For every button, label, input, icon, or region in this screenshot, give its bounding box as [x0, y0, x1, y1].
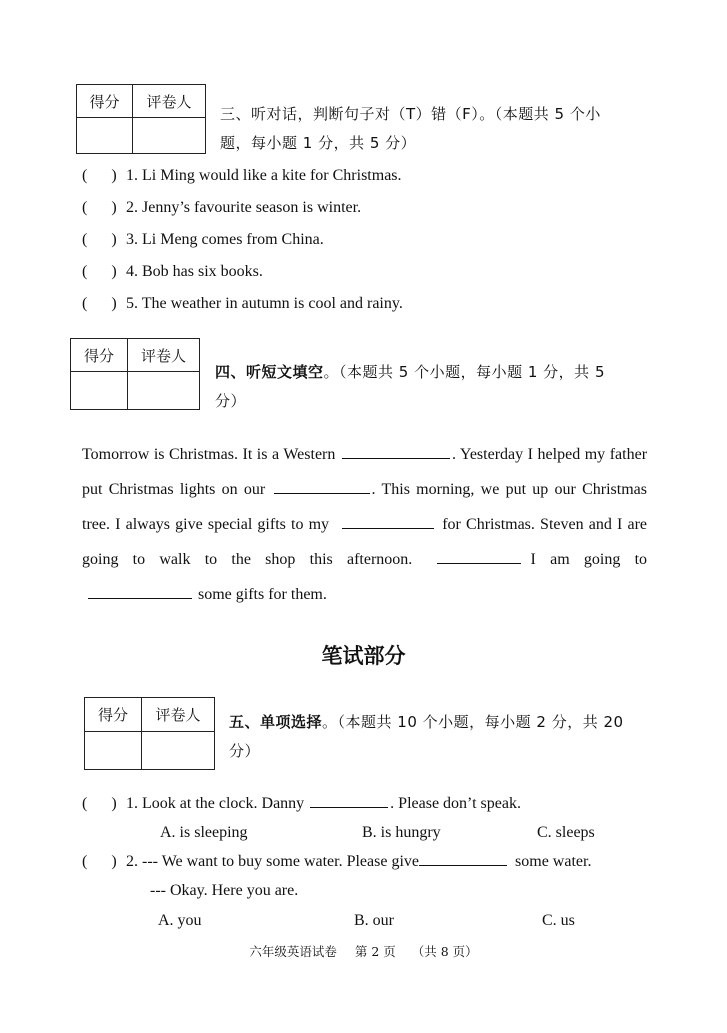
passage-text: some gifts for them. [198, 586, 327, 603]
tf-question-2 [82, 197, 361, 219]
question-text: Jenny’s favourite season is winter. [142, 199, 362, 216]
cloze-passage [82, 437, 647, 612]
option-b[interactable]: B. our [354, 912, 394, 929]
question-text: Li Meng comes from China. [142, 231, 324, 248]
grader-field[interactable] [128, 372, 199, 409]
tf-question-1 [82, 165, 402, 187]
answer-paren-open[interactable]: ( [82, 853, 88, 870]
blank-5[interactable] [88, 584, 192, 599]
passage-text: . Yesterday I helped my father put Christmas lights on our [82, 446, 648, 498]
section-5-heading-line2: 分） [229, 742, 261, 760]
option-a[interactable]: A. is sleeping [160, 824, 248, 841]
section-5-heading [229, 708, 624, 766]
score-field[interactable] [71, 372, 128, 409]
section-3-heading-line1: 三、听对话，判断句子对（T）错（F）。（本题共 5 个小 [220, 105, 601, 123]
grader-label: 评卷人 [128, 339, 199, 372]
mc-question-2 [82, 851, 591, 873]
footer-page: 第 2 页 [354, 944, 396, 959]
section-3-heading-line2: 题，每小题 1 分，共 5 分） [220, 134, 417, 152]
score-box-section-5 [84, 697, 215, 770]
option-b[interactable]: B. is hungry [362, 824, 441, 841]
answer-paren-close[interactable]: ) [111, 199, 117, 216]
question-number: 3. [126, 231, 138, 248]
passage-text: . This morning, we put up our Christmas tree. I always give special gifts to my [82, 481, 647, 533]
blank-1[interactable] [342, 444, 450, 459]
blank-4[interactable] [437, 549, 521, 564]
question-number: 2. [126, 853, 138, 870]
question-number: 5. [126, 295, 138, 312]
section-4-instructions: 。（本题共 5 个小题，每小题 1 分，共 5 [323, 363, 605, 381]
passage-text: Tomorrow is Christmas. It is a Western [82, 446, 336, 463]
option-a[interactable]: A. you [158, 912, 202, 929]
footer-grade: 六年级英语试卷 [249, 944, 337, 959]
answer-blank[interactable] [419, 851, 507, 866]
grader-label: 评卷人 [133, 85, 205, 118]
footer-total: （共 8 页） [411, 944, 478, 959]
answer-paren-close[interactable]: ) [111, 295, 117, 312]
section-3-heading [220, 100, 601, 158]
score-box-section-4 [70, 338, 200, 410]
question-text: The weather in autumn is cool and rainy. [141, 295, 403, 312]
score-label: 得分 [77, 85, 133, 118]
tf-question-5 [82, 293, 403, 315]
answer-paren-open[interactable]: ( [82, 199, 88, 216]
section-5-title: 五、单项选择 [229, 713, 323, 731]
answer-paren-open[interactable]: ( [82, 263, 88, 280]
answer-blank[interactable] [310, 793, 388, 808]
score-box-section-3 [76, 84, 206, 154]
section-5-instructions: 。（本题共 10 个小题，每小题 2 分，共 20 [322, 713, 624, 731]
answer-paren-close[interactable]: ) [111, 795, 117, 812]
score-field[interactable] [85, 732, 142, 769]
grader-field[interactable] [133, 118, 205, 153]
answer-paren-close[interactable]: ) [111, 167, 117, 184]
score-label: 得分 [85, 698, 142, 732]
dialogue-reply: --- Okay. Here you are. [150, 882, 299, 899]
section-4-heading [215, 358, 605, 416]
written-section-title: 笔试部分 [321, 644, 406, 668]
question-text: Bob has six books. [142, 263, 263, 280]
question-number: 4. [126, 263, 138, 280]
page-footer [0, 942, 727, 960]
score-field[interactable] [77, 118, 133, 153]
blank-3[interactable] [342, 514, 434, 529]
question-text: --- We want to buy some water. Please give [142, 853, 420, 870]
grader-field[interactable] [142, 732, 214, 769]
question-text: some water. [515, 853, 592, 870]
question-text: Look at the clock. Danny [142, 795, 305, 812]
tf-question-4 [82, 261, 263, 283]
question-number: 1. [126, 795, 138, 812]
answer-paren-open[interactable]: ( [82, 167, 88, 184]
answer-paren-open[interactable]: ( [82, 231, 88, 248]
option-c[interactable]: C. us [542, 912, 575, 929]
score-label: 得分 [71, 339, 128, 372]
passage-text: for Christmas. Steven and I are going to walk to the shop this afternoon. [82, 516, 648, 568]
tf-question-3 [82, 229, 324, 251]
passage-text: I am going to [530, 551, 648, 568]
question-text: . Please don’t speak. [390, 795, 521, 812]
question-text: Li Ming would like a kite for Christmas. [142, 167, 402, 184]
mc-question-1 [82, 793, 521, 815]
answer-paren-open[interactable]: ( [82, 795, 88, 812]
blank-2[interactable] [274, 479, 370, 494]
section-4-title: 四、听短文填空 [215, 363, 324, 381]
question-number: 1. [126, 167, 138, 184]
option-c[interactable]: C. sleeps [537, 824, 595, 841]
answer-paren-open[interactable]: ( [82, 295, 88, 312]
section-4-heading-line2: 分） [215, 392, 247, 410]
grader-label: 评卷人 [142, 698, 214, 732]
answer-paren-close[interactable]: ) [111, 231, 117, 248]
question-number: 2. [126, 199, 138, 216]
answer-paren-close[interactable]: ) [111, 263, 117, 280]
answer-paren-close[interactable]: ) [111, 853, 117, 870]
